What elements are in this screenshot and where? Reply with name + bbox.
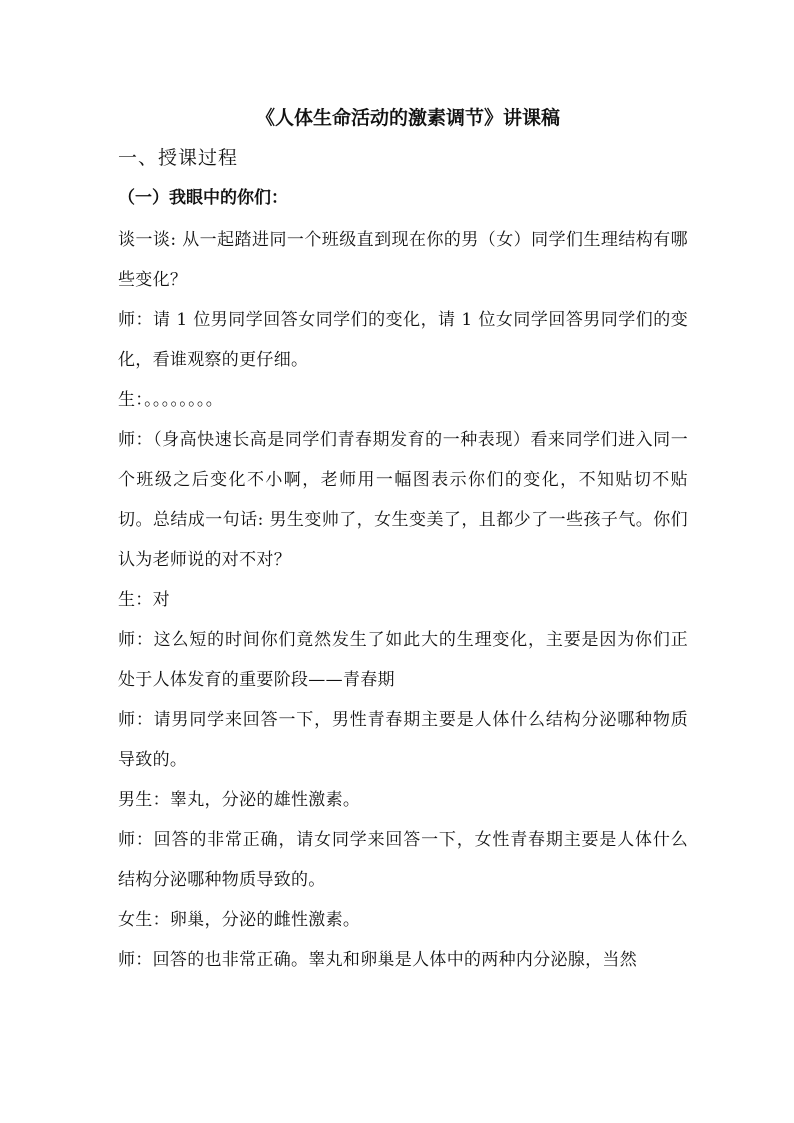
subsection-heading: （一）我眼中的你们：	[118, 188, 288, 208]
paragraph-female-student: 女生：卵巢，分泌的雌性激素。	[118, 910, 361, 930]
paragraph-student-2: 生：对	[118, 590, 170, 610]
document-page	[118, 100, 688, 980]
paragraph-teacher-5: 师：回答的非常正确，请女同学来回答一下，女性青春期主要是人体什么结构分泌哪种物质导致的。	[118, 830, 688, 890]
section-heading: 一、授课过程	[118, 147, 239, 169]
paragraph-teacher-6: 师：回答的也非常正确。睾丸和卵巢是人体中的两种内分泌腺，当然	[118, 950, 637, 970]
document-title: 《人体生命活动的激素调节》讲课稿	[255, 107, 560, 129]
paragraph-teacher-3: 师：这么短的时间你们竟然发生了如此大的生理变化，主要是因为你们正处于人体发育的重要阶段——青春期	[118, 630, 688, 690]
paragraph-male-student: 男生：睾丸，分泌的雄性激素。	[118, 790, 361, 810]
paragraph-teacher-4: 师：请男同学来回答一下，男性青春期主要是人体什么结构分泌哪种物质导致的。	[118, 710, 688, 770]
paragraph-student-1: 生：。。。。。。。。	[118, 390, 223, 410]
paragraph-teacher-2: 师：（身高快速长高是同学们青春期发育的一种表现）看来同学们进入同一个班级之后变化不小啊，老师用一幅图表示你们的变化，不知贴切不贴切。总结成一句话: 男生变帅了，女生变美了，且都少了一些孩子气。你们认为老师说的对不对？	[118, 430, 688, 570]
paragraph-talk: 谈一谈: 从一起踏进同一个班级直到现在你的男（女）同学们生理结构有哪些变化？	[118, 230, 688, 290]
paragraph-teacher-1: 师：请 1 位男同学回答女同学们的变化，请 1 位女同学回答男同学们的变化，看谁观察的更仔细。	[118, 310, 688, 370]
